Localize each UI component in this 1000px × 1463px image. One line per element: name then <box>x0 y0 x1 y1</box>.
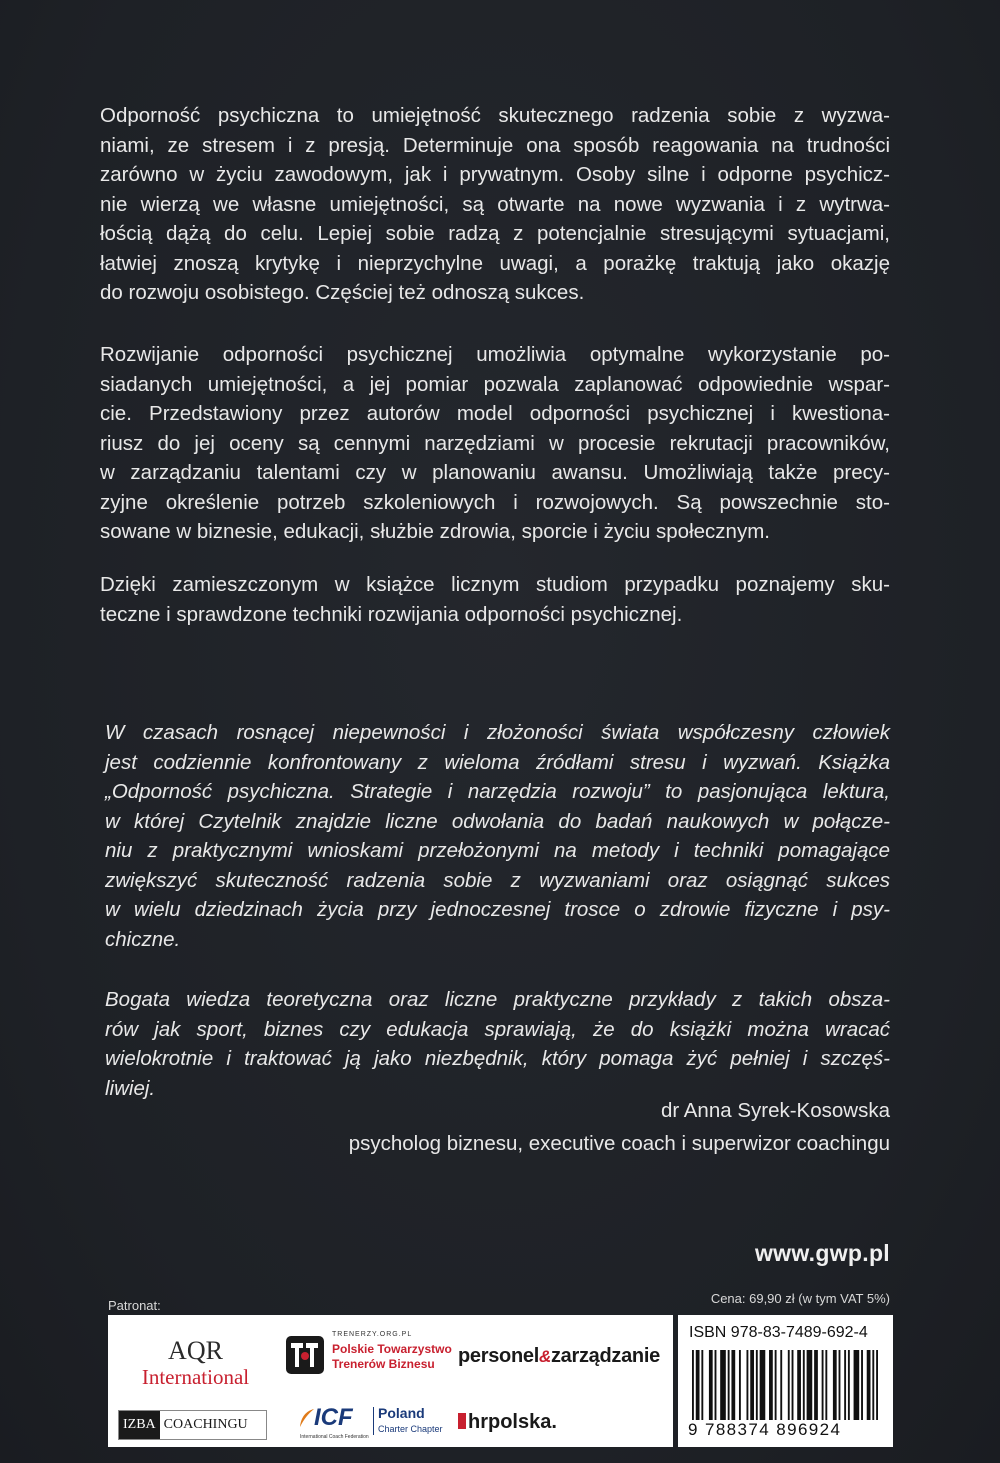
text-line: do rozwoju osobistego. Częściej też odnoszą sukces. <box>100 281 585 304</box>
barcode-bar <box>788 1350 790 1420</box>
barcode-bar <box>825 1350 827 1420</box>
icf-poland-logo <box>298 1403 448 1445</box>
text-line: zyjne określenie potrzeb szkoleniowych i rozwojowych. Są powszechnie sto- <box>100 490 890 514</box>
patronat-label: Patronat: <box>108 1298 161 1313</box>
barcode-bar <box>848 1350 850 1420</box>
hrpolska-logo <box>458 1411 557 1434</box>
barcode-bar <box>696 1350 700 1420</box>
ptt-mark-icon <box>286 1336 324 1374</box>
barcode-bar <box>709 1350 713 1420</box>
hrpolska-mark-icon <box>458 1413 466 1429</box>
text-line: wielokrotnie i traktować ją jako niezbędnik, który pomaga żyć pełniej i szczęś- <box>105 1047 890 1070</box>
text-line: niami, ze stresem i z presją. Determinuje ona sposób reagowania na trudności <box>100 133 890 157</box>
barcode-bar <box>854 1350 860 1420</box>
isbn-number: ISBN 978-83-7489-692-4 <box>689 1324 868 1341</box>
barcode-bar <box>833 1350 837 1420</box>
aqr-logo-text: AQR <box>168 1336 223 1365</box>
text-line: Odporność psychiczna to umiejętność skutecznego radzenia sobie z wyzwa- <box>100 104 890 127</box>
icf-country: Poland <box>378 1405 425 1421</box>
text-line: Bogata wiedza teoretyczna oraz liczne praktyczne przykłady z takich obsza- <box>105 988 890 1011</box>
text-line: rów jak sport, biznes czy edukacja sprawiają, że do książki można wracać <box>105 1017 890 1041</box>
text-line: łatwiej znoszą krytykę i nieprzychylne uwagi, a porażkę traktują jako okazję <box>100 251 890 275</box>
barcode-bar <box>715 1350 717 1420</box>
ptt-biznesu-logo <box>284 1330 459 1380</box>
text-line: „Odporność psychiczna. Strategie i narzędzia rozwoju” to pasjonująca lektura, <box>105 780 890 803</box>
text-line: chiczne. <box>105 927 181 951</box>
isbn-barcode-panel <box>678 1315 893 1447</box>
description-paragraph-3 <box>100 570 890 629</box>
text-line: Rozwijanie odporności psychicznej umożliwia optymalne wykorzystanie po- <box>100 343 890 366</box>
pz-part-1: personel <box>458 1345 539 1367</box>
text-line: cie. Przedstawiony przez autorów model odporności psychicznej i kwestiona- <box>100 402 890 425</box>
barcode-bar <box>872 1350 874 1420</box>
barcode-bar <box>807 1350 813 1420</box>
price-label: Cena: 69,90 zł (w tym VAT 5%) <box>710 1291 890 1306</box>
barcode-bar <box>750 1350 754 1420</box>
ptt-name-line-2: Trenerów Biznesu <box>332 1357 435 1371</box>
barcode-bar <box>692 1350 694 1420</box>
description-paragraph-2 <box>100 340 890 547</box>
barcode-digits: 9 788374 896924 <box>688 1420 842 1439</box>
icf-chapter: Charter Chapter <box>378 1424 443 1434</box>
icf-subtitle: International Coach Federation <box>300 1434 369 1440</box>
text-line: w której Czytelnik znajdzie liczne odwołania do badań naukowych w połącze- <box>105 809 890 833</box>
hrpolska-text: hrpolska. <box>468 1411 557 1433</box>
text-line: niu z praktycznymi wnioskami przełożonymi na metody i techniki pomagające <box>105 839 890 862</box>
coachingu-text: COACHINGU <box>163 1417 248 1432</box>
izba-coachingu-logo <box>118 1410 267 1440</box>
barcode-bar <box>814 1350 818 1420</box>
izba-text: IZBA <box>119 1411 160 1439</box>
barcode-bar <box>844 1350 846 1420</box>
ptt-url: TRENERZY.ORG.PL <box>332 1331 413 1338</box>
text-line: zarówno w życiu zawodowym, jak i prywatnym. Osoby silne i odporne psychicz- <box>100 163 890 186</box>
barcode-bar <box>839 1350 841 1420</box>
barcode-bar <box>728 1350 730 1420</box>
barcode-bar <box>760 1350 766 1420</box>
barcode-bar <box>876 1350 878 1420</box>
barcode-bar <box>739 1350 741 1420</box>
barcode-bar <box>720 1350 726 1420</box>
barcode-bar <box>792 1350 794 1420</box>
text-line: jest codziennie konfrontowany z wieloma źródłami stresu i wyzwań. Książka <box>105 750 890 774</box>
barcode-bar <box>769 1350 773 1420</box>
barcode-bar <box>775 1350 777 1420</box>
text-line: zwiększyć skuteczność radzenia sobie z wyzwaniami oraz osiągnąć sukces <box>105 868 890 892</box>
patron-logos-panel <box>108 1315 673 1447</box>
barcode-bar <box>867 1350 871 1420</box>
barcode-bar <box>861 1350 863 1420</box>
text-line: nie wierzą we własne umiejętności, są otwarte na nowe wyzwania i z wytrwa- <box>100 192 890 216</box>
text-line: sowane w biznesie, edukacji, służbie zdrowia, sporcie i życiu społecznym. <box>100 520 770 543</box>
personel-zarzadzanie-logo <box>458 1345 660 1368</box>
text-line: teczne i sprawdzone techniki rozwijania odporności psychicznej. <box>100 602 683 626</box>
text-line: Dzięki zamieszczonym w książce licznym studiom przypadku poznajemy sku- <box>100 573 890 596</box>
description-paragraph-1 <box>100 101 890 308</box>
aqr-logo-subtext: International <box>141 1365 250 1389</box>
text-line: W czasach rosnącej niepewności i złożoności świata współczesny człowiek <box>105 721 890 744</box>
text-line: łością dążą do celu. Lepiej sobie radzą z potencjalnie stresującymi sytuacjami, <box>100 222 890 245</box>
barcode-bar <box>780 1350 782 1420</box>
barcode-bar <box>822 1350 824 1420</box>
text-line: w zarządzaniu talentami czy w planowaniu awansu. Umożliwiają także precy- <box>100 461 890 484</box>
text-line: riusz do jej oceny są cennymi narzędziami w procesie rekrutacji pracowników, <box>100 431 890 455</box>
barcode-bar <box>701 1350 703 1420</box>
barcode-bar <box>731 1350 735 1420</box>
review-paragraph-1 <box>105 718 890 954</box>
aqr-international-logo <box>128 1337 263 1389</box>
barcode-bar <box>797 1350 801 1420</box>
barcode-icon <box>690 1350 880 1420</box>
text-line: liwiej. <box>105 1076 156 1100</box>
reviewer-name: dr Anna Syrek-Kosowska <box>660 1099 890 1122</box>
publisher-website: www.gwp.pl <box>754 1240 890 1266</box>
barcode-bar <box>746 1350 748 1420</box>
pz-part-2: zarządzanie <box>550 1345 660 1367</box>
icf-divider <box>373 1407 374 1435</box>
pz-ampersand: & <box>538 1347 551 1366</box>
barcode-bar <box>756 1350 758 1420</box>
barcode-bar <box>803 1350 805 1420</box>
text-line: w wielu dziedzinach życia przy jednoczesnej trosce o zdrowie fizyczne i psy- <box>105 898 890 921</box>
icf-mark-text: ICF <box>314 1404 353 1431</box>
reviewer-title: psycholog biznesu, executive coach i superwizor coachingu <box>348 1132 890 1155</box>
ptt-name-line-1: Polskie Towarzystwo <box>332 1342 452 1356</box>
review-paragraph-2 <box>105 985 890 1103</box>
text-line: siadanych umiejętności, a jej pomiar pozwala zaplanować odpowiednie wspar- <box>100 372 890 396</box>
